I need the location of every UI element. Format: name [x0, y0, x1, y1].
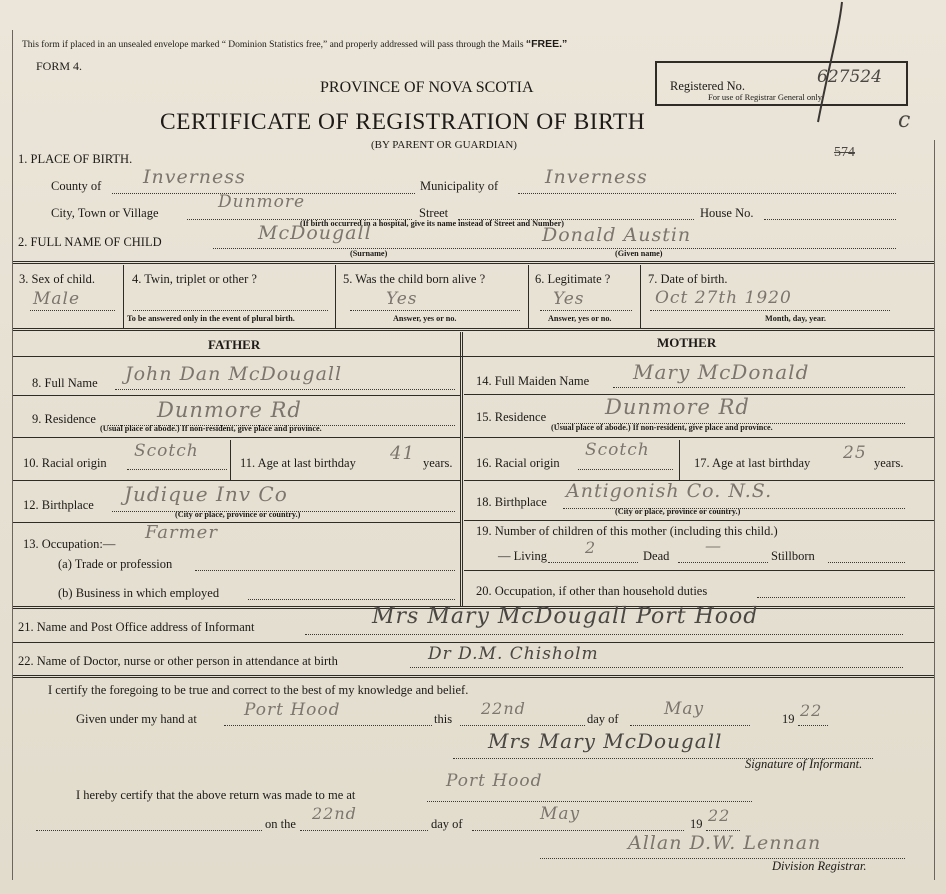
registrar-leader-line [36, 830, 262, 831]
mother-row-line-4 [464, 520, 934, 521]
informant-label: 21. Name and Post Office address of Informant [18, 620, 255, 634]
father-name-label: 8. Full Name [32, 376, 98, 390]
parents-header-line [12, 356, 934, 357]
pen-stroke-icon [806, 0, 846, 130]
stillborn-label: Stillborn [771, 549, 815, 563]
registrar-year-value: 22 [708, 806, 731, 825]
father-row-line-3 [12, 480, 460, 481]
given-place-value: Port Hood [244, 700, 341, 720]
trade-line [195, 570, 455, 571]
child-given-name: Donald Austin [542, 224, 692, 246]
registrar-day-of-label: day of [431, 817, 463, 831]
mother-heading: MOTHER [657, 335, 717, 350]
child-surname: McDougall [258, 222, 372, 244]
place-of-birth-heading: 1. PLACE OF BIRTH. [18, 152, 133, 166]
sex-line [30, 310, 115, 311]
right-edge-line [934, 140, 935, 880]
father-birthplace-value: Judique Inv Co [124, 482, 288, 506]
father-row-line-1 [12, 395, 460, 396]
father-age-divider [230, 440, 231, 480]
doctor-label: 22. Name of Doctor, nurse or other person in attendance at birth [18, 654, 338, 668]
registrar-day-line [300, 830, 428, 831]
county-label: County of [51, 179, 102, 193]
row3-divider-3 [528, 265, 529, 328]
father-name-line [115, 389, 455, 390]
business-label: (b) Business in which employed [58, 586, 220, 600]
registered-number: 627524 [817, 67, 882, 87]
father-racial-line [127, 469, 227, 470]
alive-line [350, 310, 520, 311]
father-racial-label: 10. Racial origin [23, 456, 107, 470]
municipality-label: Municipality of [420, 179, 499, 193]
mother-occupation-label: 20. Occupation, if other than household duties [476, 584, 708, 598]
registrar-place-line [427, 801, 752, 802]
row3-divider-4 [640, 265, 641, 328]
municipality-line [518, 193, 896, 194]
certify-statement: I certify the foregoing to be true and correct to the best of my knowledge and belief. [48, 683, 469, 697]
house-label: House No. [700, 206, 754, 220]
father-occupation-label: 13. Occupation:— [23, 537, 116, 551]
dead-line [678, 562, 768, 563]
legitimate-line [540, 310, 632, 311]
doctor-value: Dr D.M. Chisholm [428, 644, 599, 664]
father-residence-value: Dunmore Rd [157, 398, 302, 422]
left-edge-line [12, 30, 13, 880]
mother-residence-value: Dunmore Rd [605, 395, 750, 419]
mother-birthplace-label: 18. Birthplace [476, 495, 547, 509]
registrar-month-line [472, 830, 684, 831]
mother-name-label: 14. Full Maiden Name [476, 374, 590, 388]
hospital-note: (If birth occurred in a hospital, give its name instead of Street and Number) [300, 219, 564, 228]
alive-note: Answer, yes or no. [393, 314, 457, 323]
given-month-value: May [664, 699, 705, 719]
alive-label: 5. Was the child born alive ? [343, 272, 486, 286]
corner-mark: c [898, 108, 912, 133]
given-month-line [630, 725, 750, 726]
registrar-statement: I hereby certify that the above return was made to me at [76, 788, 356, 802]
legitimate-value: Yes [553, 289, 585, 309]
legitimate-label: 6. Legitimate ? [535, 272, 611, 286]
mother-racial-line [578, 469, 673, 470]
date-line [650, 310, 890, 311]
twin-line [133, 310, 328, 311]
father-years-label: years. [423, 456, 453, 470]
date-note: Month, day, year. [765, 314, 826, 323]
registrar-month-value: May [540, 804, 581, 824]
living-line [548, 562, 638, 563]
children-count-label: 19. Number of children of this mother (including this child.) [476, 524, 778, 538]
registrar-on-the: on the [265, 817, 296, 831]
given-day-line [460, 725, 585, 726]
mother-racial-value: Scotch [585, 440, 650, 460]
father-age-value: 41 [390, 443, 415, 464]
mail-notice-free: “FREE.” [525, 38, 568, 50]
mail-notice [22, 39, 567, 51]
mother-row-line-5 [464, 570, 934, 571]
street-label: Street [419, 206, 449, 220]
certificate-title: CERTIFICATE OF REGISTRATION OF BIRTH [160, 109, 646, 135]
side-number: 574 [834, 145, 855, 160]
registrar-year-line [706, 830, 740, 831]
informant-signature: Mrs Mary McDougall [488, 729, 723, 753]
registered-number-box [655, 61, 908, 106]
mother-years-label: years. [874, 456, 904, 470]
business-line [248, 599, 455, 600]
parents-top-border [12, 328, 934, 331]
informant-value: Mrs Mary McDougall Port Hood [372, 604, 759, 629]
registered-label: Registered No. [670, 79, 745, 93]
child-name-label: 2. FULL NAME OF CHILD [18, 235, 162, 249]
city-label: City, Town or Village [51, 206, 159, 220]
mother-residence-note: (Usual place of abode.) If non-resident, give place and province. [551, 423, 773, 432]
informant-signature-caption: Signature of Informant. [745, 757, 863, 771]
father-row-line-2 [12, 437, 460, 438]
province-heading: PROVINCE OF NOVA SCOTIA [320, 79, 534, 96]
date-value: Oct 27th 1920 [655, 288, 792, 308]
registrar-place-value: Port Hood [446, 771, 543, 791]
registrar-caption: Division Registrar. [772, 859, 867, 873]
father-racial-value: Scotch [134, 441, 199, 461]
alive-value: Yes [386, 289, 418, 309]
twin-label: 4. Twin, triplet or other ? [132, 272, 257, 286]
father-name-value: John Dan McDougall [125, 363, 343, 385]
registrar-use-note: For use of Registrar General only. [708, 92, 824, 102]
given-year-line [798, 725, 828, 726]
mother-racial-label: 16. Racial origin [476, 456, 560, 470]
dead-label: Dead [643, 549, 670, 563]
mother-name-line [613, 387, 905, 388]
municipality-value: Inverness [545, 166, 648, 188]
trade-label: (a) Trade or profession [58, 557, 173, 571]
surname-caption: (Surname) [350, 249, 388, 258]
sex-label: 3. Sex of child. [19, 272, 96, 286]
given-day-value: 22nd [481, 699, 526, 718]
twin-note: To be answered only in the event of plural birth. [127, 314, 295, 323]
informant-line [305, 634, 903, 635]
city-value: Dunmore [218, 192, 306, 212]
mother-occupation-line [757, 597, 905, 598]
mail-notice-text: This form if placed in an unsealed envelope marked “ Dominion Statistics free,” and properly addressed will pass through the Mails [22, 40, 524, 50]
father-age-label: 11. Age at last birthday [240, 456, 356, 470]
legitimate-note: Answer, yes or no. [548, 314, 612, 323]
doctor-line [410, 667, 903, 668]
informant-bottom-line [12, 642, 934, 643]
mother-row-line-2 [464, 437, 934, 438]
parents-divider [460, 332, 463, 607]
doctor-bottom-border [12, 675, 934, 678]
county-value: Inverness [143, 166, 246, 188]
date-label: 7. Date of birth. [648, 272, 728, 286]
mother-name-value: Mary McDonald [633, 360, 810, 384]
registrar-day-value: 22nd [312, 804, 357, 823]
father-heading: FATHER [208, 337, 261, 352]
registrar-signature: Allan D.W. Lennan [628, 832, 822, 854]
mother-age-divider [679, 440, 680, 480]
child-name-line [213, 248, 896, 249]
given-year-value: 22 [800, 701, 823, 720]
dead-value: — [705, 536, 722, 555]
row3-divider-1 [123, 265, 124, 328]
stillborn-line [828, 562, 905, 563]
father-occupation-value: Farmer [145, 522, 218, 543]
registrar-year-prefix: 19 [690, 817, 703, 831]
sex-value: Male [33, 289, 81, 309]
house-line [764, 219, 896, 220]
mother-age-label: 17. Age at last birthday [694, 456, 811, 470]
father-residence-label: 9. Residence [32, 412, 96, 426]
given-under-label: Given under my hand at [76, 712, 197, 726]
living-value: 2 [585, 538, 597, 557]
this-label: this [434, 712, 453, 726]
mother-birthplace-value: Antigonish Co. N.S. [566, 480, 773, 502]
mother-birthplace-note: (City or place, province or country.) [615, 507, 741, 516]
father-row-line-4 [12, 522, 460, 523]
mother-age-value: 25 [843, 443, 867, 463]
form-number: FORM 4. [36, 59, 83, 73]
mother-residence-label: 15. Residence [476, 410, 547, 424]
father-birthplace-label: 12. Birthplace [23, 498, 94, 512]
given-place-line [224, 725, 432, 726]
certificate-subtitle: (BY PARENT OR GUARDIAN) [371, 139, 517, 151]
given-caption: (Given name) [615, 249, 663, 258]
row3-top-border [12, 261, 934, 264]
living-label: — Living [498, 549, 547, 563]
row3-divider-2 [335, 265, 336, 328]
father-residence-note: (Usual place of abode.) If non-resident, give place and province. [100, 424, 322, 433]
given-year-prefix: 19 [782, 712, 795, 726]
father-birthplace-note: (City or place, province or country.) [175, 510, 301, 519]
given-day-of-label: day of [587, 712, 619, 726]
